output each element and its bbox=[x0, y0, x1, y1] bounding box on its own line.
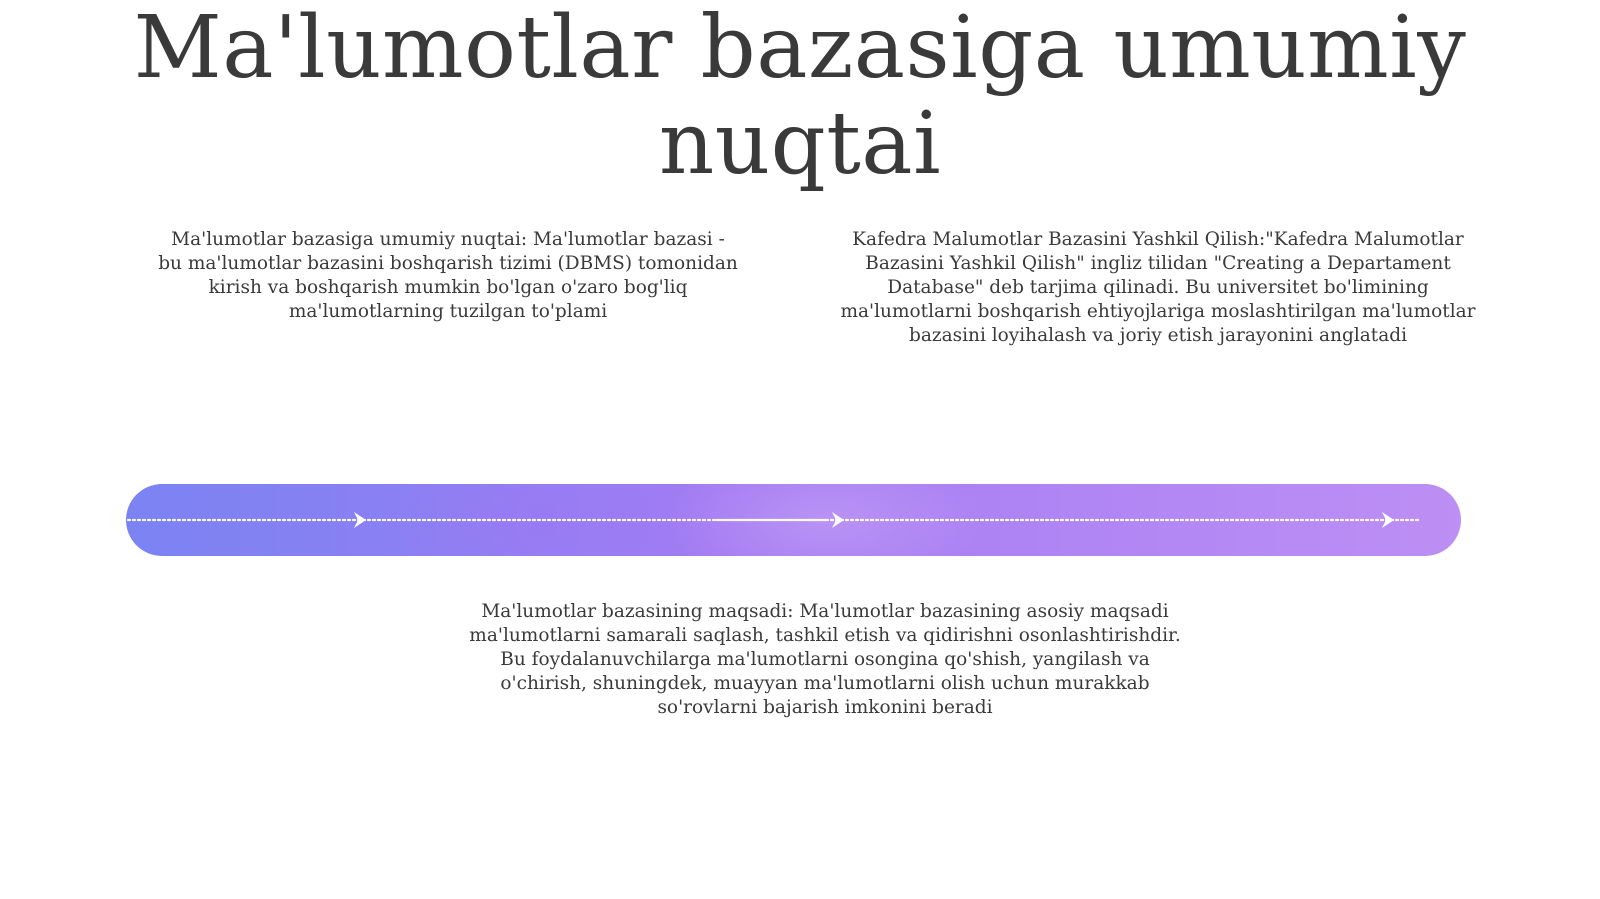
timeline-graphic bbox=[126, 484, 1461, 556]
slide-title: Ma'lumotlar bazasiga umumiy nuqtai bbox=[133, 0, 1467, 194]
text-block-department-database: Kafedra Malumotlar Bazasini Yashkil Qilish:"Kafedra Malumotlar Bazasini Yashkil Qilish" ingliz tilidan "Creating a Departament Database" deb tarjima qilinadi. Bu universitet bo'limining ma'lumotlarni boshqarish ehtiyojlariga moslashtirilgan ma'lumotlar bazasini loyihalash va joriy etish jarayonini anglatadi bbox=[840, 229, 1476, 346]
timeline-bar bbox=[126, 484, 1461, 556]
text-block-overview: Ma'lumotlar bazasiga umumiy nuqtai: Ma'lumotlar bazasi - bu ma'lumotlar bazasini boshqarish tizimi (DBMS) tomonidan kirish va boshqarish mumkin bo'lgan o'zaro bog'liq ma'lumotlarning tuzilgan to'plami bbox=[158, 229, 738, 322]
text-block-purpose: Ma'lumotlar bazasining maqsadi: Ma'lumotlar bazasining asosiy maqsadi ma'lumotlarni samarali saqlash, tashkil etish va qidirishni osonlashtirishdir. Bu foydalanuvchilarga ma'lumotlarni osongina qo'shish, yangilash va o'chirish, shuningdek, muayyan ma'lumotlarni olish uchun murakkab so'rovlarni bajarish imkonini beradi bbox=[469, 601, 1181, 718]
